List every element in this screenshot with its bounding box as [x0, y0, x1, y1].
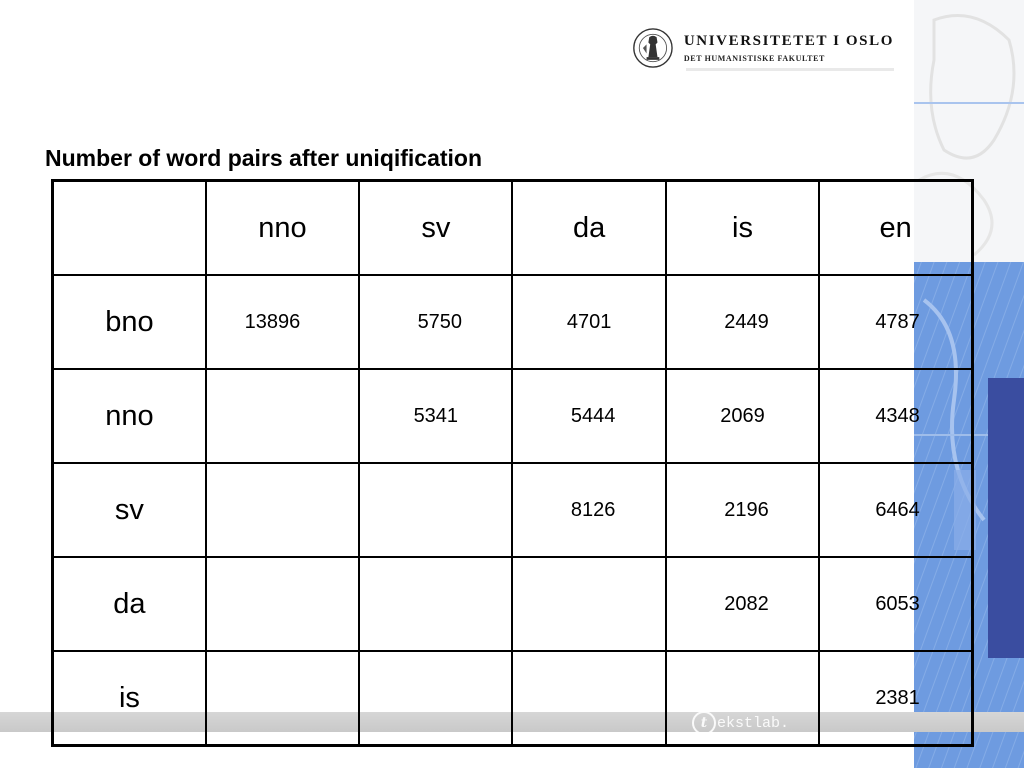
row-header: bno — [53, 275, 206, 369]
row-header: nno — [53, 369, 206, 463]
table-cell — [206, 651, 359, 746]
table-cell — [206, 275, 359, 369]
table-cell — [512, 651, 665, 746]
cell-value: 2069 — [720, 404, 765, 427]
table-cell — [819, 557, 972, 651]
header-rule — [686, 68, 894, 71]
table-cell — [819, 369, 972, 463]
table-row — [53, 275, 973, 369]
cell-value: 5341 — [413, 404, 459, 427]
cell-value: 4348 — [875, 404, 920, 427]
table-cell — [666, 463, 819, 557]
column-header: is — [666, 181, 819, 276]
column-header — [53, 181, 206, 276]
column-header: da — [512, 181, 665, 276]
table-cell — [666, 557, 819, 651]
table-cell — [819, 275, 972, 369]
cell-value: 2449 — [724, 310, 769, 333]
cell-value: 13896 — [244, 310, 301, 333]
cell-value: 4701 — [566, 310, 612, 333]
table-cell — [206, 369, 359, 463]
table-cell — [819, 463, 972, 557]
word-pairs-table — [51, 179, 974, 747]
row-header: is — [53, 651, 206, 746]
table-cell — [359, 275, 512, 369]
table-cell — [512, 557, 665, 651]
table-cell — [206, 463, 359, 557]
table-cell — [512, 275, 665, 369]
table-cell — [359, 557, 512, 651]
university-seal-icon — [632, 24, 674, 72]
cell-value: 5444 — [570, 404, 616, 427]
table-cell — [206, 557, 359, 651]
table-cell — [359, 463, 512, 557]
cell-value: 6053 — [875, 592, 920, 615]
cell-value: 2196 — [724, 498, 769, 521]
university-logo — [632, 22, 894, 74]
cell-value: 4787 — [875, 310, 920, 333]
column-header: en — [819, 181, 972, 276]
cell-value: 5750 — [417, 310, 463, 333]
cell-value: 2381 — [875, 686, 920, 709]
table-cell — [512, 463, 665, 557]
tekstlab-logo-text: ekstlab. — [717, 714, 790, 732]
table-row — [53, 369, 973, 463]
row-header: da — [53, 557, 206, 651]
table-cell — [359, 651, 512, 746]
cell-value: 8126 — [570, 498, 616, 521]
tekstlab-logo-mark: t — [692, 711, 716, 735]
row-header: sv — [53, 463, 206, 557]
table-cell — [819, 651, 972, 746]
cell-value: 2082 — [724, 592, 769, 615]
faculty-name: DET HUMANISTISKE FAKULTET — [683, 54, 825, 63]
cell-value: 6464 — [875, 498, 920, 521]
table-cell — [666, 651, 819, 746]
table-cell — [666, 369, 819, 463]
column-header: nno — [206, 181, 359, 276]
university-name: UNIVERSITETET I OSLO — [683, 33, 894, 49]
table-header-row — [53, 181, 973, 276]
table-cell — [359, 369, 512, 463]
table-row — [53, 463, 973, 557]
slide-title: Number of word pairs after uniqification — [45, 145, 483, 171]
column-header: sv — [359, 181, 512, 276]
table-row — [53, 557, 973, 651]
table-cell — [512, 369, 665, 463]
table-cell — [666, 275, 819, 369]
table-row — [53, 651, 973, 746]
